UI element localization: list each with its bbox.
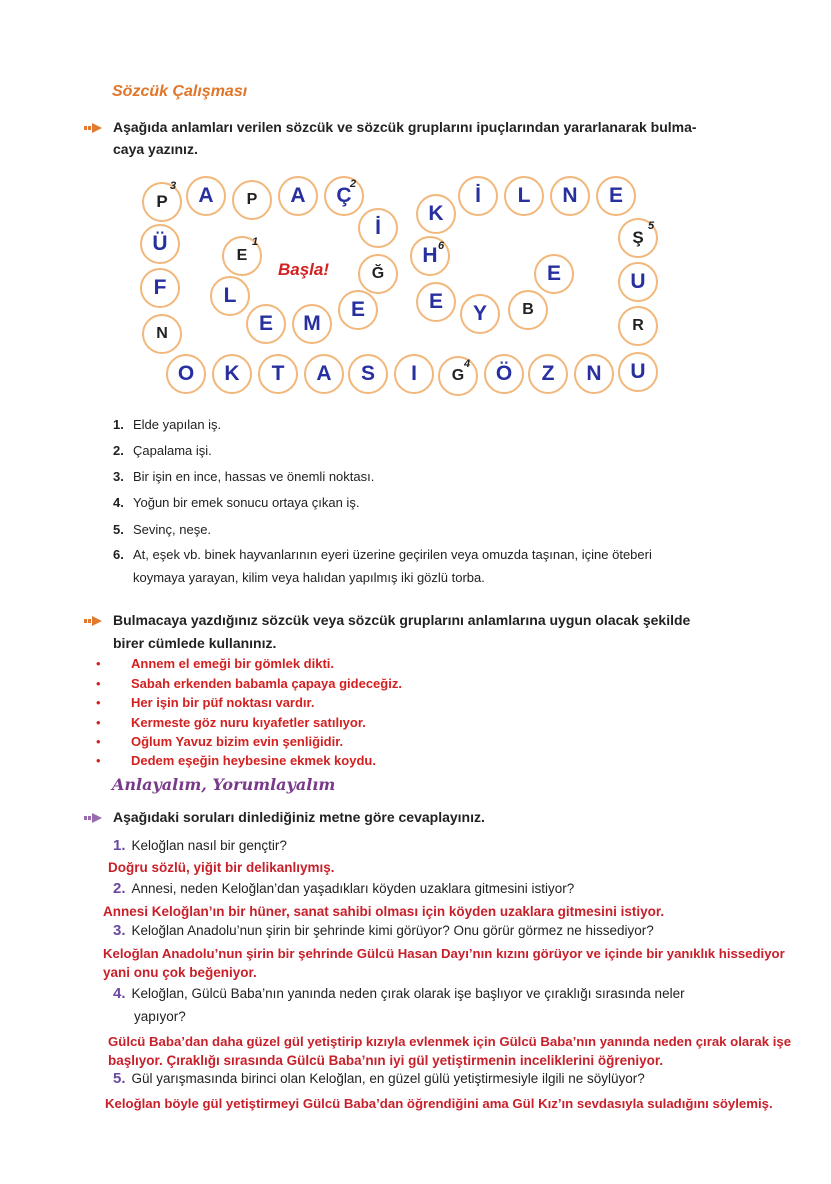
- puzzle-cell[interactable]: T: [258, 354, 298, 394]
- puzzle-cell[interactable]: E: [534, 254, 574, 294]
- puzzle-cell[interactable]: S: [348, 354, 388, 394]
- puzzle-cell[interactable]: Ü: [140, 224, 180, 264]
- puzzle-cell[interactable]: E: [338, 290, 378, 330]
- puzzle-cell[interactable]: İ: [458, 176, 498, 216]
- question: 5. Gül yarışmasında birinci olan Keloğlan, en güzel gülü yetiştirmesiyle ilgili ne söylüyor?: [113, 1070, 645, 1087]
- puzzle-cell[interactable]: L: [210, 276, 250, 316]
- bullet: •: [96, 695, 101, 710]
- bullet: •: [96, 656, 101, 671]
- clue-item: 5. Sevinç, neşe.: [113, 522, 212, 537]
- answer-sentence: Her işin bir püf noktası vardır.: [131, 695, 315, 710]
- answer-sentence: Annem el emeği bir gömlek dikti.: [131, 656, 334, 671]
- bullet: •: [96, 676, 101, 691]
- clue-item: koymaya yarayan, kilim veya halıdan yapılmış iki gözlü torba.: [133, 570, 485, 585]
- puzzle-cell[interactable]: M: [292, 304, 332, 344]
- instruction-2-line2: birer cümlede kullanınız.: [113, 635, 277, 651]
- arrow-icon: [84, 615, 102, 627]
- puzzle-cell[interactable]: U: [618, 352, 658, 392]
- puzzle-cell[interactable]: A: [304, 354, 344, 394]
- question: 3. Keloğlan Anadolu’nun şirin bir şehrinde kimi görüyor? Onu görür görmez ne hissediyor?: [113, 922, 654, 939]
- instruction-1-line2: caya yazınız.: [113, 141, 198, 157]
- puzzle-cell[interactable]: E: [246, 304, 286, 344]
- answer: Keloğlan böyle gül yetiştirmeyi Gülcü Baba’dan öğrendiğini ama Gül Kız’ın sevdasıyla suladığını söylemiş.: [105, 1096, 773, 1111]
- puzzle-cell[interactable]: I: [394, 354, 434, 394]
- puzzle-cell[interactable]: Z: [528, 354, 568, 394]
- question: 1. Keloğlan nasıl bir gençtir?: [113, 837, 287, 854]
- puzzle-cell[interactable]: U: [618, 262, 658, 302]
- puzzle-cell[interactable]: Ş: [618, 218, 658, 258]
- puzzle-cell[interactable]: H: [410, 236, 450, 276]
- puzzle-cell[interactable]: A: [278, 176, 318, 216]
- puzzle-cell[interactable]: A: [186, 176, 226, 216]
- arrow-icon: [84, 812, 102, 824]
- crossword-puzzle: [130, 172, 670, 412]
- clue-item: 4. Yoğun bir emek sonucu ortaya çıkan iş.: [113, 495, 360, 510]
- puzzle-cell[interactable]: N: [142, 314, 182, 354]
- bullet: •: [96, 734, 101, 749]
- bullet: •: [96, 715, 101, 730]
- bullet: •: [96, 753, 101, 768]
- question-cont: yapıyor?: [134, 1009, 186, 1024]
- puzzle-cell[interactable]: E: [222, 236, 262, 276]
- puzzle-cell[interactable]: P: [142, 182, 182, 222]
- clue-item: 3. Bir işin en ince, hassas ve önemli noktası.: [113, 469, 375, 484]
- clue-number: 1: [252, 236, 259, 248]
- section-title-anlayalim: Anlayalım, Yorumlayalım: [112, 775, 336, 794]
- puzzle-cell[interactable]: Ğ: [358, 254, 398, 294]
- section-title-sozcuk: Sözcük Çalışması: [112, 83, 248, 100]
- clue-number: 3: [170, 180, 177, 192]
- clue-number: 6: [438, 240, 445, 252]
- instruction-2-line1: Bulmacaya yazdığınız sözcük veya sözcük gruplarını anlamlarına uygun olacak şekilde: [113, 612, 691, 628]
- instruction-1-line1: Aşağıda anlamları verilen sözcük ve sözcük gruplarını ipuçlarından yararlanarak bulma-: [113, 119, 697, 135]
- answer-sentence: Sabah erkenden babamla çapaya gideceğiz.: [131, 676, 402, 691]
- answer: başlıyor. Çıraklığı sırasında Gülcü Baba’nın iyi gül yetiştirmenin inceliklerini öğreniyor.: [108, 1053, 664, 1068]
- clue-item: 2. Çapalama işi.: [113, 443, 212, 458]
- clue-number: 5: [648, 220, 655, 232]
- clue-item: 1. Elde yapılan iş.: [113, 417, 222, 432]
- puzzle-cell[interactable]: N: [550, 176, 590, 216]
- clue-number: 2: [350, 178, 357, 190]
- puzzle-cell[interactable]: Ö: [484, 354, 524, 394]
- question: 4. Keloğlan, Gülcü Baba’nın yanında neden çırak olarak işe başlıyor ve çıraklığı sırasında neler: [113, 985, 685, 1002]
- puzzle-cell[interactable]: O: [166, 354, 206, 394]
- puzzle-cell[interactable]: B: [508, 290, 548, 330]
- answer: Doğru sözlü, yiğit bir delikanlıymış.: [108, 860, 335, 875]
- puzzle-cell[interactable]: E: [596, 176, 636, 216]
- puzzle-cell[interactable]: R: [618, 306, 658, 346]
- puzzle-cell[interactable]: L: [504, 176, 544, 216]
- puzzle-cell[interactable]: İ: [358, 208, 398, 248]
- puzzle-cell[interactable]: E: [416, 282, 456, 322]
- puzzle-cell[interactable]: F: [140, 268, 180, 308]
- question: 2. Annesi, neden Keloğlan’dan yaşadıkları köyden uzaklara gitmesini istiyor?: [113, 880, 575, 897]
- puzzle-cell[interactable]: K: [416, 194, 456, 234]
- instruction-3: Aşağıdaki soruları dinlediğiniz metne göre cevaplayınız.: [113, 809, 485, 825]
- start-label: Başla!: [278, 260, 330, 279]
- answer-sentence: Dedem eşeğin heybesine ekmek koydu.: [131, 753, 376, 768]
- arrow-icon: [84, 122, 102, 134]
- puzzle-cell[interactable]: N: [574, 354, 614, 394]
- puzzle-cell[interactable]: P: [232, 180, 272, 220]
- clue-item: 6. At, eşek vb. binek hayvanlarının eyeri üzerine geçirilen veya omuzda taşınan, içine öteberi: [113, 547, 652, 562]
- answer: Annesi Keloğlan’ın bir hüner, sanat sahibi olması için köyden uzaklara gitmesini istiyor.: [103, 904, 665, 919]
- clue-number: 4: [464, 358, 471, 370]
- answer-sentence: Oğlum Yavuz bizim evin şenliğidir.: [131, 734, 344, 749]
- puzzle-cell[interactable]: Ç: [324, 176, 364, 216]
- puzzle-cell[interactable]: K: [212, 354, 252, 394]
- answer: Gülcü Baba’dan daha güzel gül yetiştirip kızıyla evlenmek için Gülcü Baba’nın yanında neden çırak olarak işe: [108, 1034, 792, 1049]
- puzzle-cell[interactable]: G: [438, 356, 478, 396]
- puzzle-cell[interactable]: Y: [460, 294, 500, 334]
- answer: yani onu çok beğeniyor.: [103, 965, 257, 980]
- answer-sentence: Kermeste göz nuru kıyafetler satılıyor.: [131, 715, 366, 730]
- answer: Keloğlan Anadolu’nun şirin bir şehrinde Gülcü Hasan Dayı’nın kızını görüyor ve içinde bir yanıklık hissediyor: [103, 946, 785, 961]
